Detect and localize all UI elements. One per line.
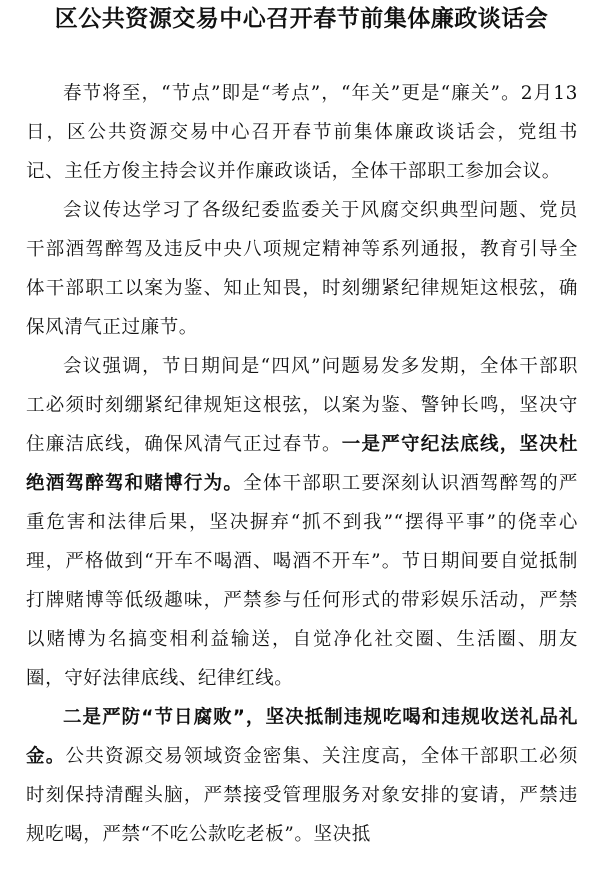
paragraph-emphasis <box>26 347 578 698</box>
point-one-heading: 一是严守纪法底线，坚决杜绝酒驾醉驾和赌博行为。 <box>26 434 579 494</box>
page-title: 区公共资源交易中心召开春节前集体廉政谈话会 <box>54 6 549 32</box>
article-body <box>26 74 578 854</box>
paragraph-point-two <box>26 698 578 854</box>
paragraph-study-text: 会议传达学习了各级纪委监委关于风腐交织典型问题、党员干部酒驾醉驾及违反中央八项规定精神等系列通报，教育引导全体干部职工以案为鉴、知止知畏，时刻绷紧纪律规矩这根弦，确保风清气正过廉节。 <box>26 200 578 338</box>
point-one-body: 全体干部职工要深刻认识酒驾醉驾的严重危害和法律后果，坚决摒弃“抓不到我”“摆得平事”的侥幸心理，严格做到“开车不喝酒、喝酒不开车”。节日期间要自觉抵制打牌赌博等低级趣味，严禁参与任何形式的带彩娱乐活动，严禁以赌博为名搞变相利益输送，自觉净化社交圈、生活圈、朋友圈，守好法律底线、纪律红线。 <box>26 473 578 689</box>
paragraph-intro <box>26 74 578 191</box>
point-two-heading: 二是严防“节日腐败”，坚决抵制违规吃喝和违规收送礼品礼金。 <box>26 707 578 767</box>
paragraph-study <box>26 191 578 347</box>
paragraph-intro-text: 春节将至，“节点”即是“考点”，“年关”更是“廉关”。2月13日，区公共资源交易中心召开春节前集体廉政谈话会，党组书记、主任方俊主持会议并作廉政谈话，全体干部职工参加会议。 <box>26 83 578 182</box>
point-two-body: 公共资源交易领域资金密集、关注度高，全体干部职工必须时刻保持清醒头脑，严禁接受管理服务对象安排的宴请，严禁违规吃喝，严禁“不吃公款吃老板”。坚决抵 <box>26 746 579 845</box>
paragraph-emphasis-text: 会议强调，节日期间是“四风”问题易发多发期，全体干部职工必须时刻绷紧纪律规矩这根弦，以案为鉴、警钟长鸣，坚决守住廉洁底线，确保风清气正过春节。 <box>26 356 578 455</box>
